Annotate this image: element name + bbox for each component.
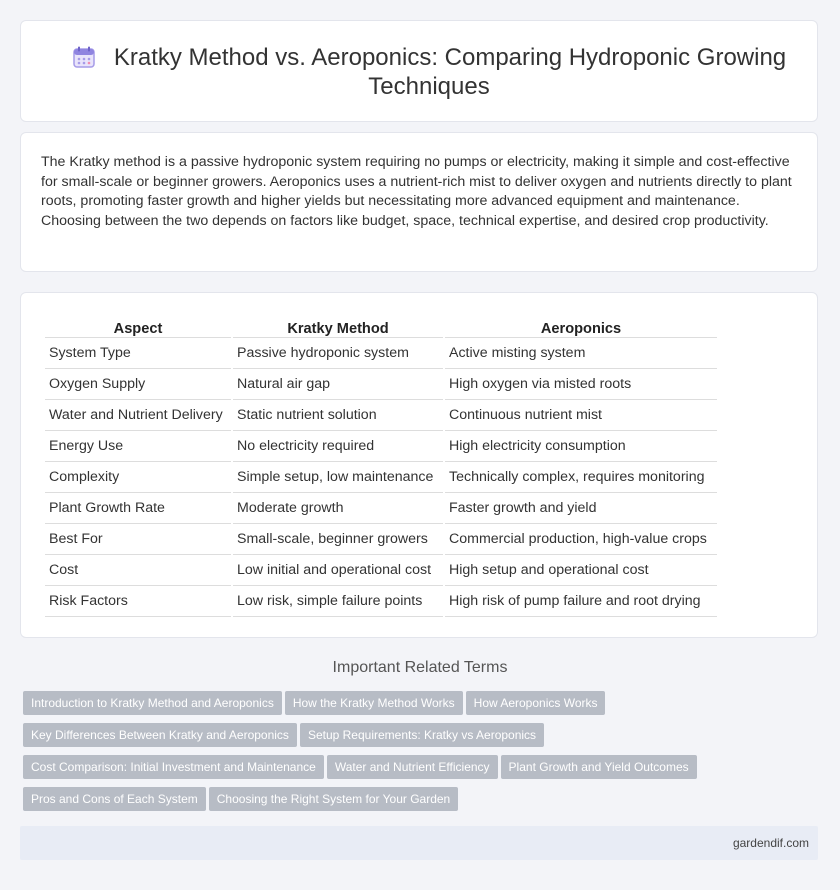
cell-aspect: Risk Factors — [45, 586, 231, 617]
table-row — [45, 493, 717, 524]
cell-aeroponics: Commercial production, high-value crops — [445, 524, 717, 555]
table-row — [45, 338, 717, 369]
cell-kratky: Simple setup, low maintenance — [233, 462, 443, 493]
cell-aeroponics: Technically complex, requires monitoring — [445, 462, 717, 493]
related-term-tag[interactable]: Setup Requirements: Kratky vs Aeroponics — [300, 723, 544, 747]
cell-aspect: System Type — [45, 338, 231, 369]
cell-kratky: Low initial and operational cost — [233, 555, 443, 586]
cell-aeroponics: High oxygen via misted roots — [445, 369, 717, 400]
header-aeroponics: Aeroponics — [445, 315, 717, 338]
cell-kratky: Small-scale, beginner growers — [233, 524, 443, 555]
cell-aspect: Cost — [45, 555, 231, 586]
cell-aeroponics: Active misting system — [445, 338, 717, 369]
header-aspect: Aspect — [45, 315, 231, 338]
cell-aspect: Best For — [45, 524, 231, 555]
table-row — [45, 555, 717, 586]
table-row — [45, 431, 717, 462]
related-terms-title: Important Related Terms — [332, 659, 508, 676]
related-term-tag[interactable]: Key Differences Between Kratky and Aeroponics — [23, 723, 297, 747]
table-header-row — [45, 315, 717, 338]
table-row — [45, 369, 717, 400]
cell-aeroponics: Continuous nutrient mist — [445, 400, 717, 431]
table-row — [45, 524, 717, 555]
comparison-card — [20, 292, 818, 638]
tag-row — [23, 723, 823, 755]
table-row — [45, 586, 717, 617]
page-title: Kratky Method vs. Aeroponics: Comparing Hydroponic Growing Techniques — [113, 44, 787, 100]
related-term-tag[interactable]: Choosing the Right System for Your Garden — [209, 787, 458, 811]
table-row — [45, 400, 717, 431]
table-body — [45, 338, 717, 617]
header-kratky: Kratky Method — [233, 315, 443, 338]
footer — [20, 826, 818, 860]
cell-aspect: Water and Nutrient Delivery — [45, 400, 231, 431]
cell-kratky: No electricity required — [233, 431, 443, 462]
related-term-tag[interactable]: Introduction to Kratky Method and Aeroponics — [23, 691, 282, 715]
cell-kratky: Moderate growth — [233, 493, 443, 524]
table-row — [45, 462, 717, 493]
footer-site[interactable]: gardendif.com — [732, 836, 809, 850]
intro-text: The Kratky method is a passive hydroponic system requiring no pumps or electricity, making it simple and cost-effective for small-scale or beginner growers. Aeroponics uses a nutrient-rich mist to deliver oxygen and nutrients directly to plant roots, promoting faster growth and higher yields but necessitating more advanced equipment and maintenance. Choosing between the two depends on factors like budget, space, technical expertise, and desired crop productivity. — [41, 154, 792, 229]
header-card — [20, 20, 818, 122]
cell-kratky: Static nutrient solution — [233, 400, 443, 431]
cell-aeroponics: High electricity consumption — [445, 431, 717, 462]
related-term-tag[interactable]: Cost Comparison: Initial Investment and Maintenance — [23, 755, 324, 779]
related-terms-tags — [23, 691, 823, 819]
cell-kratky: Passive hydroponic system — [233, 338, 443, 369]
comparison-table — [43, 315, 719, 617]
related-term-tag[interactable]: Pros and Cons of Each System — [23, 787, 206, 811]
related-term-tag[interactable]: Water and Nutrient Efficiency — [327, 755, 498, 779]
related-term-tag[interactable]: How Aeroponics Works — [466, 691, 606, 715]
calendar-icon — [72, 45, 96, 69]
intro-card — [20, 132, 818, 272]
related-term-tag[interactable]: Plant Growth and Yield Outcomes — [501, 755, 697, 779]
tag-row — [23, 787, 823, 819]
cell-aspect: Complexity — [45, 462, 231, 493]
cell-aeroponics: Faster growth and yield — [445, 493, 717, 524]
cell-kratky: Natural air gap — [233, 369, 443, 400]
cell-aeroponics: High setup and operational cost — [445, 555, 717, 586]
cell-aspect: Oxygen Supply — [45, 369, 231, 400]
tag-row — [23, 691, 823, 723]
cell-aspect: Plant Growth Rate — [45, 493, 231, 524]
tag-row — [23, 755, 823, 787]
cell-aeroponics: High risk of pump failure and root drying — [445, 586, 717, 617]
cell-kratky: Low risk, simple failure points — [233, 586, 443, 617]
cell-aspect: Energy Use — [45, 431, 231, 462]
page-title-wrap — [61, 43, 797, 101]
related-term-tag[interactable]: How the Kratky Method Works — [285, 691, 463, 715]
